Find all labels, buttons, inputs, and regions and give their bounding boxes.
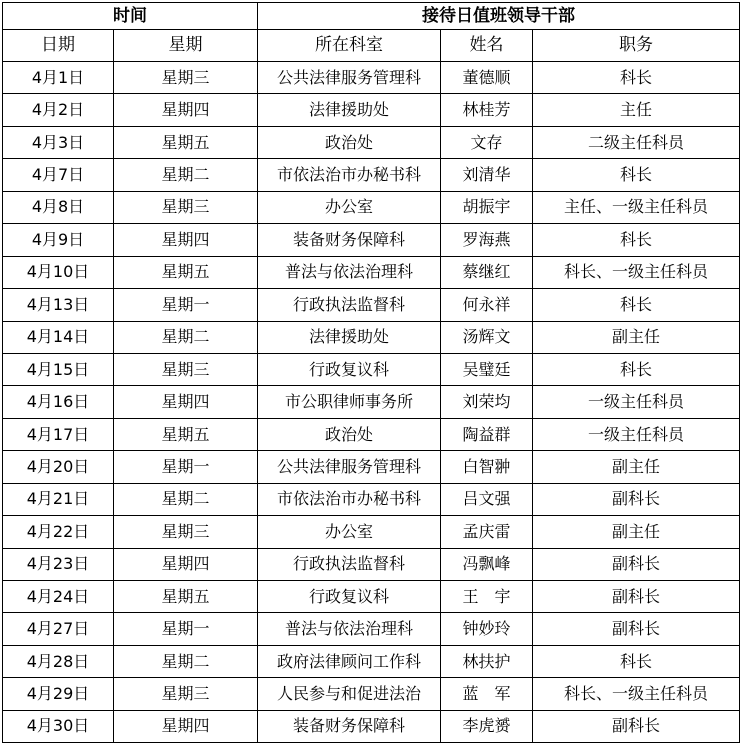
date-cell: 4月17日: [3, 418, 114, 450]
table-row: [3, 483, 740, 515]
weekday-cell: 星期二: [114, 321, 258, 353]
weekday-cell: 星期四: [114, 386, 258, 418]
weekday-cell: 星期一: [114, 613, 258, 645]
department-cell: 公共法律服务管理科: [258, 451, 441, 483]
weekday-cell: 星期五: [114, 418, 258, 450]
table-row: [3, 256, 740, 288]
department-cell: 政治处: [258, 126, 441, 158]
group-header-time: 时间: [3, 3, 258, 30]
position-cell: 副主任: [533, 516, 740, 548]
name-cell: 胡振宇: [441, 191, 533, 223]
department-cell: 办公室: [258, 516, 441, 548]
table-row: [3, 645, 740, 677]
position-cell: 副科长: [533, 548, 740, 580]
schedule-body: [3, 3, 740, 743]
group-header-duty-leaders: 接待日值班领导干部: [258, 3, 740, 30]
name-cell: 文存: [441, 126, 533, 158]
date-cell: 4月3日: [3, 126, 114, 158]
name-cell: 白智翀: [441, 451, 533, 483]
table-row: [3, 451, 740, 483]
name-cell: 蓝 军: [441, 678, 533, 710]
position-cell: 二级主任科员: [533, 126, 740, 158]
column-header-row: [3, 30, 740, 62]
table-row: [3, 710, 740, 742]
name-cell: 孟庆雷: [441, 516, 533, 548]
date-cell: 4月10日: [3, 256, 114, 288]
department-cell: 法律援助处: [258, 321, 441, 353]
table-row: [3, 126, 740, 158]
weekday-cell: 星期五: [114, 581, 258, 613]
department-cell: 公共法律服务管理科: [258, 62, 441, 94]
position-cell: 一级主任科员: [533, 386, 740, 418]
date-cell: 4月7日: [3, 159, 114, 191]
table-row: [3, 94, 740, 126]
date-cell: 4月16日: [3, 386, 114, 418]
date-cell: 4月9日: [3, 224, 114, 256]
date-cell: 4月29日: [3, 678, 114, 710]
date-cell: 4月14日: [3, 321, 114, 353]
department-cell: 市公职律师事务所: [258, 386, 441, 418]
position-cell: 副科长: [533, 613, 740, 645]
department-cell: 普法与依法治理科: [258, 613, 441, 645]
position-cell: 一级主任科员: [533, 418, 740, 450]
weekday-cell: 星期五: [114, 256, 258, 288]
date-cell: 4月15日: [3, 353, 114, 385]
weekday-cell: 星期一: [114, 451, 258, 483]
name-cell: 董德顺: [441, 62, 533, 94]
date-cell: 4月20日: [3, 451, 114, 483]
department-cell: 办公室: [258, 191, 441, 223]
table-row: [3, 191, 740, 223]
date-cell: 4月30日: [3, 710, 114, 742]
table-row: [3, 159, 740, 191]
weekday-cell: 星期三: [114, 353, 258, 385]
department-cell: 行政执法监督科: [258, 289, 441, 321]
column-header-date: 日期: [3, 30, 114, 62]
department-cell: 装备财务保障科: [258, 710, 441, 742]
department-cell: 法律援助处: [258, 94, 441, 126]
name-cell: 林扶护: [441, 645, 533, 677]
position-cell: 副科长: [533, 581, 740, 613]
name-cell: 林桂芳: [441, 94, 533, 126]
name-cell: 刘清华: [441, 159, 533, 191]
date-cell: 4月2日: [3, 94, 114, 126]
weekday-cell: 星期五: [114, 126, 258, 158]
weekday-cell: 星期一: [114, 289, 258, 321]
name-cell: 何永祥: [441, 289, 533, 321]
date-cell: 4月21日: [3, 483, 114, 515]
weekday-cell: 星期三: [114, 191, 258, 223]
group-header-row: [3, 3, 740, 30]
name-cell: 刘荣均: [441, 386, 533, 418]
position-cell: 主任、一级主任科员: [533, 191, 740, 223]
position-cell: 科长、一级主任科员: [533, 678, 740, 710]
position-cell: 科长: [533, 645, 740, 677]
table-row: [3, 516, 740, 548]
department-cell: 行政复议科: [258, 353, 441, 385]
table-row: [3, 386, 740, 418]
department-cell: 装备财务保障科: [258, 224, 441, 256]
name-cell: 李虎赟: [441, 710, 533, 742]
table-row: [3, 613, 740, 645]
department-cell: 市依法治市办秘书科: [258, 483, 441, 515]
name-cell: 吴璧廷: [441, 353, 533, 385]
weekday-cell: 星期二: [114, 159, 258, 191]
table-row: [3, 289, 740, 321]
date-cell: 4月27日: [3, 613, 114, 645]
date-cell: 4月8日: [3, 191, 114, 223]
weekday-cell: 星期四: [114, 710, 258, 742]
weekday-cell: 星期三: [114, 678, 258, 710]
name-cell: 陶益群: [441, 418, 533, 450]
table-row: [3, 548, 740, 580]
table-row: [3, 321, 740, 353]
name-cell: 吕文强: [441, 483, 533, 515]
date-cell: 4月1日: [3, 62, 114, 94]
department-cell: 行政复议科: [258, 581, 441, 613]
column-header-department: 所在科室: [258, 30, 441, 62]
weekday-cell: 星期三: [114, 516, 258, 548]
name-cell: 汤辉文: [441, 321, 533, 353]
name-cell: 罗海燕: [441, 224, 533, 256]
date-cell: 4月22日: [3, 516, 114, 548]
department-cell: 政治处: [258, 418, 441, 450]
weekday-cell: 星期四: [114, 224, 258, 256]
position-cell: 科长: [533, 353, 740, 385]
date-cell: 4月24日: [3, 581, 114, 613]
position-cell: 副主任: [533, 451, 740, 483]
department-cell: 市依法治市办秘书科: [258, 159, 441, 191]
position-cell: 科长: [533, 289, 740, 321]
table-row: [3, 581, 740, 613]
department-cell: 行政执法监督科: [258, 548, 441, 580]
column-header-name: 姓名: [441, 30, 533, 62]
weekday-cell: 星期二: [114, 483, 258, 515]
name-cell: 蔡继红: [441, 256, 533, 288]
name-cell: 钟妙玲: [441, 613, 533, 645]
weekday-cell: 星期三: [114, 62, 258, 94]
date-cell: 4月23日: [3, 548, 114, 580]
department-cell: 普法与依法治理科: [258, 256, 441, 288]
table-row: [3, 224, 740, 256]
department-cell: 人民参与和促进法治: [258, 678, 441, 710]
position-cell: 副科长: [533, 710, 740, 742]
weekday-cell: 星期四: [114, 548, 258, 580]
position-cell: 副主任: [533, 321, 740, 353]
date-cell: 4月28日: [3, 645, 114, 677]
column-header-position: 职务: [533, 30, 740, 62]
weekday-cell: 星期四: [114, 94, 258, 126]
position-cell: 科长、一级主任科员: [533, 256, 740, 288]
table-row: [3, 678, 740, 710]
duty-schedule-table: [2, 2, 740, 743]
table-row: [3, 418, 740, 450]
department-cell: 政府法律顾问工作科: [258, 645, 441, 677]
name-cell: 王 宇: [441, 581, 533, 613]
position-cell: 科长: [533, 159, 740, 191]
position-cell: 科长: [533, 62, 740, 94]
position-cell: 副科长: [533, 483, 740, 515]
date-cell: 4月13日: [3, 289, 114, 321]
column-header-weekday: 星期: [114, 30, 258, 62]
table-row: [3, 353, 740, 385]
name-cell: 冯飘峰: [441, 548, 533, 580]
table-row: [3, 62, 740, 94]
position-cell: 主任: [533, 94, 740, 126]
weekday-cell: 星期二: [114, 645, 258, 677]
position-cell: 科长: [533, 224, 740, 256]
